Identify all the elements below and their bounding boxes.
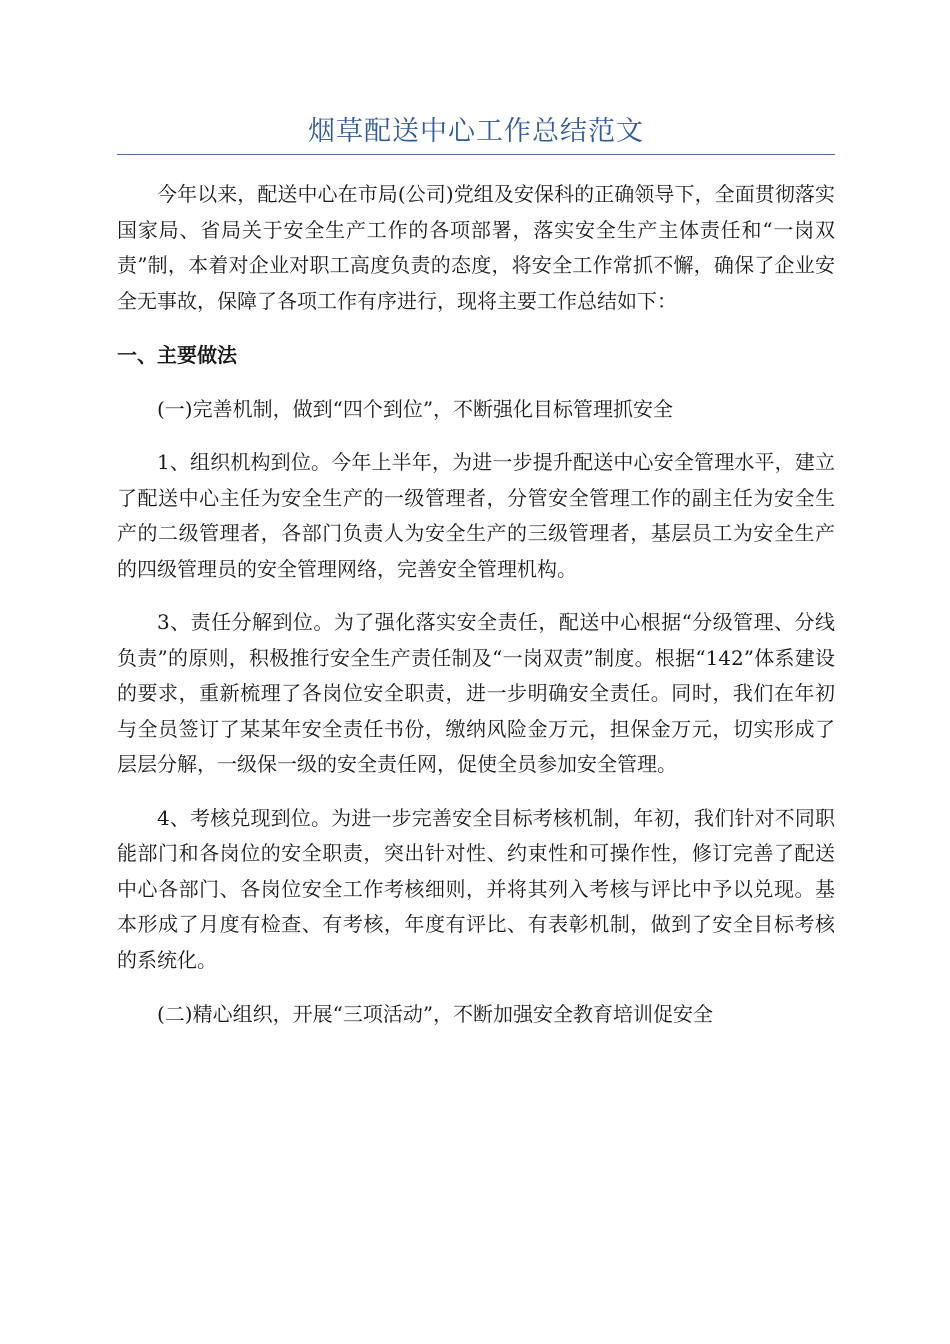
paragraph-item-4: 4、考核兑现到位。为进一步完善安全目标考核机制，年初，我们针对不同职能部门和各岗位的安全职责，突出针对性、约束性和可操作性，修订完善了配送中心各部门、各岗位安全工作考核细则，并将其列入考核与评比中予以兑现。基本形成了月度有检查、有考核，年度有评比、有表彰机制，做到了安全目标考核的系统化。 <box>117 805 835 972</box>
document-page <box>117 112 835 1050</box>
subsection-heading-1: (一)完善机制，做到“四个到位”，不断强化目标管理抓安全 <box>157 397 674 421</box>
paragraph-item-1: 1、组织机构到位。今年上半年，为进一步提升配送中心安全管理水平，建立了配送中心主任为安全生产的一级管理者，分管安全管理工作的副主任为安全生产的二级管理者，各部门负责人为安全生产的三级管理者，基层员工为安全生产的四级管理员的安全管理网络，完善安全管理机构。 <box>117 450 835 581</box>
subsection-heading-2: (二)精心组织，开展“三项活动”，不断加强安全教育培训促安全 <box>157 1002 714 1026</box>
title-underline <box>117 154 835 155</box>
document-title: 烟草配送中心工作总结范文 <box>308 116 644 147</box>
paragraph-item-3: 3、责任分解到位。为了强化落实安全责任，配送中心根据“分级管理、分线负责”的原则，积极推行安全生产责任制及“一岗双责”制度。根据“142”体系建设的要求，重新梳理了各岗位安全职责，进一步明确安全责任。同时，我们在年初与全员签订了某某年安全责任书份，缴纳风险金万元，担保金万元，切实形成了层层分解，一级保一级的安全责任网，促使全员参加安全管理。 <box>117 610 835 776</box>
section-heading-main-practices: 一、主要做法 <box>117 343 237 367</box>
intro-paragraph: 今年以来，配送中心在市局(公司)党组及安保科的正确领导下，全面贯彻落实国家局、省局关于安全生产工作的各项部署，落实安全生产主体责任和“一岗双责”制，本着对企业对职工高度负责的态度，将安全工作常抓不懈，确保了企业安全无事故，保障了各项工作有序进行，现将主要工作总结如下： <box>117 182 835 313</box>
